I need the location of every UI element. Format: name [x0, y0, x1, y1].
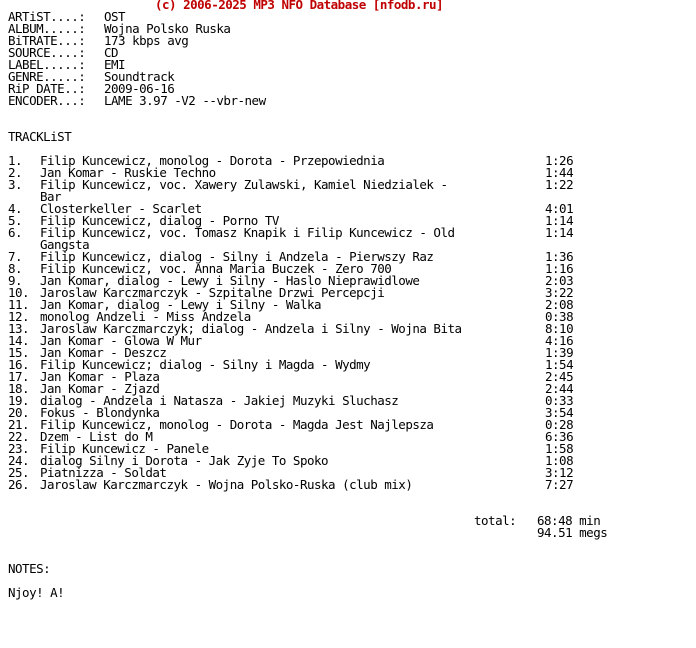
track-title: Filip Kuncewicz, voc. Tomasz Knapik i Filip Kuncewicz - Old	[40, 225, 455, 240]
track-title: Jan Komar - Deszcz	[40, 345, 167, 360]
track-number: 3.	[8, 177, 23, 192]
notes-title: NOTES:	[8, 561, 51, 576]
track-number: 24.	[8, 453, 30, 468]
track-length: 2:44	[545, 381, 574, 396]
track-title: Filip Kuncewicz, dialog - Porno TV	[40, 213, 279, 228]
track-number: 5.	[8, 213, 23, 228]
track-number: 8.	[8, 261, 23, 276]
track-number: 12.	[8, 309, 30, 324]
track-number: 7.	[8, 249, 23, 264]
info-label: LABEL.....:	[8, 57, 86, 72]
track-length: 4:16	[545, 333, 574, 348]
track-length: 1:58	[545, 441, 574, 456]
info-value: LAME 3.97 -V2 --vbr-new	[104, 93, 266, 108]
track-title: Filip Kuncewicz, dialog - Silny i Andzela - Pierwszy Raz	[40, 249, 434, 264]
track-length: 1:36	[545, 249, 574, 264]
info-value: 2009-06-16	[104, 81, 175, 96]
info-value: CD	[104, 45, 119, 60]
track-title: Jan Komar, dialog - Lewy i Silny - Haslo Nieprawidlowe	[40, 273, 420, 288]
track-title: Jan Komar - Plaza	[40, 369, 160, 384]
track-number: 22.	[8, 429, 30, 444]
info-label: GENRE.....:	[8, 69, 86, 84]
track-number: 20.	[8, 405, 30, 420]
track-length: 3:22	[545, 285, 574, 300]
track-length: 1:16	[545, 261, 574, 276]
track-title: Jan Komar - Zjazd	[40, 381, 160, 396]
track-length: 8:10	[545, 321, 574, 336]
track-title: Filip Kuncewicz, voc. Xawery Zulawski, Kamiel Niedzialek -	[40, 177, 448, 192]
track-length: 7:27	[545, 477, 574, 492]
track-length: 3:54	[545, 405, 574, 420]
track-title: dialog - Andzela i Natasza - Jakiej Muzyki Sluchasz	[40, 393, 399, 408]
total-time: 68:48 min	[537, 513, 601, 528]
track-title: Filip Kuncewicz; dialog - Silny i Magda - Wydmy	[40, 357, 371, 372]
info-value: Wojna Polsko Ruska	[104, 21, 231, 36]
track-length: 2:03	[545, 273, 574, 288]
track-title-wrap: Gangsta	[40, 237, 90, 252]
track-number: 15.	[8, 345, 30, 360]
track-length: 1:44	[545, 165, 574, 180]
track-length: 1:26	[545, 153, 574, 168]
track-number: 14.	[8, 333, 30, 348]
track-length: 1:39	[545, 345, 574, 360]
track-title: Jan Komar, dialog - Lewy i Silny - Walka	[40, 297, 322, 312]
track-number: 17.	[8, 369, 30, 384]
track-title: Filip Kuncewicz, monolog - Dorota - Przepowiednia	[40, 153, 385, 168]
info-value: EMI	[104, 57, 126, 72]
track-length: 0:33	[545, 393, 574, 408]
track-title: monolog Andzeli - Miss Andzela	[40, 309, 251, 324]
track-length: 1:08	[545, 453, 574, 468]
track-length: 2:08	[545, 297, 574, 312]
notes-text: Njoy! A!	[8, 585, 65, 600]
track-length: 0:38	[545, 309, 574, 324]
track-length: 4:01	[545, 201, 574, 216]
track-length: 0:28	[545, 417, 574, 432]
tracklist-title: TRACKLiST	[8, 129, 72, 144]
track-length: 1:22	[545, 177, 574, 192]
track-title: Jan Komar - Ruskie Techno	[40, 165, 216, 180]
track-number: 2.	[8, 165, 23, 180]
info-value: Soundtrack	[104, 69, 175, 84]
track-title: Jaroslaw Karczmarczyk; dialog - Andzela i Silny - Wojna Bita	[40, 321, 462, 336]
track-length: 1:54	[545, 357, 574, 372]
info-value: OST	[104, 9, 126, 24]
track-number: 21.	[8, 417, 30, 432]
track-title: Dzem - List do M	[40, 429, 153, 444]
track-title: Jan Komar - Glowa W Mur	[40, 333, 202, 348]
track-number: 26.	[8, 477, 30, 492]
track-number: 10.	[8, 285, 30, 300]
track-number: 13.	[8, 321, 30, 336]
track-length: 2:45	[545, 369, 574, 384]
track-title: Fokus - Blondynka	[40, 405, 160, 420]
info-label: ARTiST....:	[8, 9, 86, 24]
track-number: 1.	[8, 153, 23, 168]
track-title: Filip Kuncewicz, monolog - Dorota - Magda Jest Najlepsza	[40, 417, 434, 432]
total-label: total:	[474, 513, 517, 528]
track-number: 9.	[8, 273, 23, 288]
track-title: Filip Kuncewicz, voc. Anna Maria Buczek - Zero 700	[40, 261, 392, 276]
total-size: 94.51 megs	[537, 525, 608, 540]
info-label: BiTRATE...:	[8, 33, 86, 48]
track-number: 19.	[8, 393, 30, 408]
info-label: RiP DATE..:	[8, 81, 86, 96]
track-length: 6:36	[545, 429, 574, 444]
info-label: ENCODER...:	[8, 93, 86, 108]
info-label: SOURCE....:	[8, 45, 86, 60]
track-title: dialog Silny i Dorota - Jak Zyje To Spoko	[40, 453, 329, 468]
track-title: Jaroslaw Karczmarczyk - Wojna Polsko-Ruska (club mix)	[40, 477, 413, 492]
track-number: 23.	[8, 441, 30, 456]
track-length: 1:14	[545, 213, 574, 228]
info-label: ALBUM.....:	[8, 21, 86, 36]
track-number: 4.	[8, 201, 23, 216]
track-length: 3:12	[545, 465, 574, 480]
track-title: Piatnizza - Soldat	[40, 465, 167, 480]
track-number: 18.	[8, 381, 30, 396]
track-length: 1:14	[545, 225, 574, 240]
track-title: Jaroslaw Karczmarczyk - Szpitalne Drzwi Percepcji	[40, 285, 385, 300]
track-title: Filip Kuncewicz - Panele	[40, 441, 209, 456]
track-number: 6.	[8, 225, 23, 240]
track-title: Closterkeller - Scarlet	[40, 201, 202, 216]
track-number: 25.	[8, 465, 30, 480]
info-value: 173 kbps avg	[104, 33, 189, 48]
track-number: 16.	[8, 357, 30, 372]
track-number: 11.	[8, 297, 30, 312]
header-credit: (c) 2006-2025 MP3 NFO Database [nfodb.ru]	[155, 0, 444, 12]
track-title-wrap: Bar	[40, 189, 62, 204]
